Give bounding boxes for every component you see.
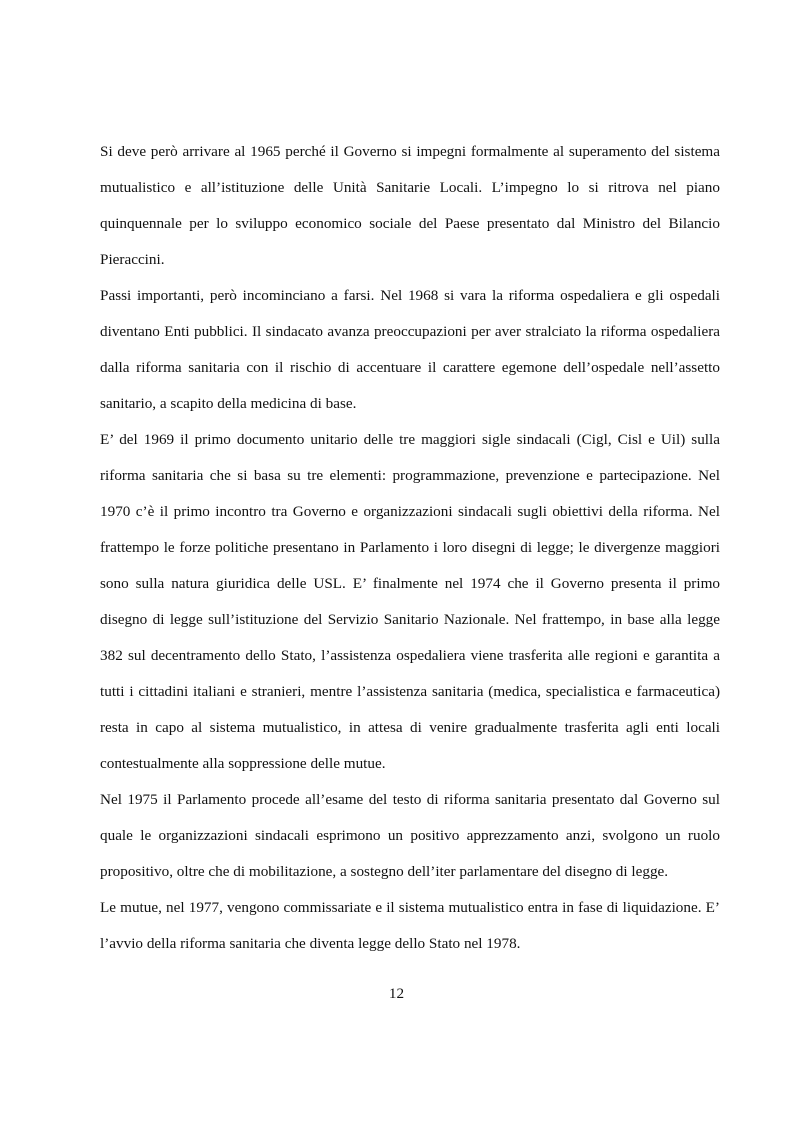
paragraph: E’ del 1969 il primo documento unitario delle tre maggiori sigle sindacali (Cigl, Cisl e Uil) sulla riforma sanitaria che si basa su tre elementi: programmazione, prevenzione e partecipazione. Nel 1970 c’è il primo incontro tra Governo e organizzazioni sindacali sugli obiettivi della riforma. Nel frattempo le forze politiche presentano in Parlamento i loro disegni di legge; le divergenze maggiori sono sulla natura giuridica delle USL. E’ finalmente nel 1974 che il Governo presenta il primo disegno di legge sull’istituzione del Servizio Sanitario Nazionale. Nel frattempo, in base alla legge 382 sul decentramento dello Stato, l’assistenza ospedaliera viene trasferita alle regioni e garantita a tutti i cittadini italiani e stranieri, mentre l’assistenza sanitaria (medica, specialistica e farmaceutica) resta in capo al sistema mutualistico, in attesa di venire gradualmente trasferita agli enti locali contestualmente alla soppressione delle mutue. — [100, 431, 720, 772]
paragraph: Si deve però arrivare al 1965 perché il Governo si impegni formalmente al superamento del sistema mutualistico e all’istituzione delle Unità Sanitarie Locali. L’impegno lo si ritrova nel piano quinquennale per lo sviluppo economico sociale del Paese presentato dal Ministro del Bilancio Pieraccini. — [100, 143, 720, 268]
paragraph: Passi importanti, però incominciano a farsi. Nel 1968 si vara la riforma ospedaliera e gli ospedali diventano Enti pubblici. Il sindacato avanza preoccupazioni per aver stralciato la riforma ospedaliera dalla riforma sanitaria con il rischio di accentuare il carattere egemone dell’ospedale nell’assetto sanitario, a scapito della medicina di base. — [100, 287, 720, 412]
paragraph: Nel 1975 il Parlamento procede all’esame del testo di riforma sanitaria presentato dal Governo sul quale le organizzazioni sindacali esprimono un positivo apprezzamento anzi, svolgono un ruolo propositivo, oltre che di mobilitazione, a sostegno dell’iter parlamentare del disegno di legge. — [100, 791, 720, 880]
page-number: 12 — [388, 985, 405, 1002]
paragraph: Le mutue, nel 1977, vengono commissariate e il sistema mutualistico entra in fase di liquidazione. E’ l’avvio della riforma sanitaria che diventa legge dello Stato nel 1978. — [100, 899, 720, 952]
body-text — [100, 134, 720, 962]
